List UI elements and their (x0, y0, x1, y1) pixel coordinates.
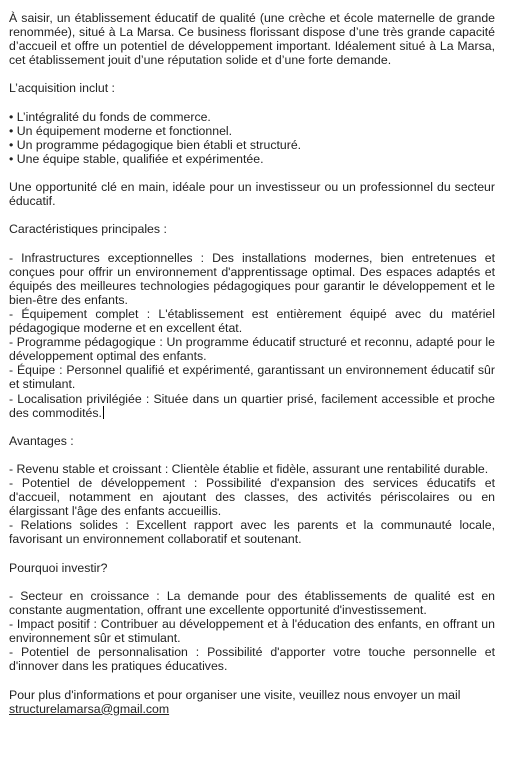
why-invest-heading: Pourquoi investir? (9, 560, 108, 575)
feature-item: - Localisation privilégiée : Située dans un quartier prisé, facilement accessible et proche des commodités. (9, 391, 495, 420)
feature-item-with-caret (9, 392, 495, 420)
feature-item: - Programme pédagogique : Un programme éducatif structuré et reconnu, adapté pour le développement optimal des enfants. (9, 335, 495, 364)
why-invest-item: - Secteur en croissance : La demande pour des établissements de qualité est en constante augmentation, offrant une excellente opportunité d'investissement. (9, 588, 495, 617)
feature-item: - Infrastructures exceptionnelles : Des installations modernes, bien entretenues et conçues pour offrir un environnement d'apprentissage optimal. Des espaces adaptés et équipés des meilleures technologies pédagogiques pour garantir le développement et le bien-être des enfants. (9, 250, 495, 307)
acquisition-item: • Un équipement moderne et fonctionnel. (9, 123, 233, 138)
acquisition-item: • Un programme pédagogique bien établi et structuré. (9, 137, 302, 152)
contact-email-link[interactable]: structurelamarsa@gmail.com (9, 701, 170, 716)
intro-paragraph: À saisir, un établissement éducatif de qualité (une crèche et école maternelle de grande renommée), situé à La Marsa. Ce business florissant dispose d’une très grande capacité d’accueil et offre un potentiel de développement important. Idéalement situé à La Marsa, cet établissement jouit d’une réputation solide et d’une forte demande. (9, 11, 495, 68)
advantages-heading: Avantages : (9, 433, 74, 448)
acquisition-item: • Une équipe stable, qualifiée et expérimentée. (9, 151, 264, 166)
why-invest-item: - Potentiel de personnalisation : Possibilité d'apporter votre touche personnelle et d'innover dans les pratiques éducatives. (9, 645, 495, 674)
advantage-item: - Potentiel de développement : Possibilité d'expansion des services éducatifs et d'accueil, notamment en ajoutant des classes, des activités périscolaires ou en élargissant l'âge des enfants accueillis. (9, 476, 495, 519)
feature-item: - Équipement complet : L'établissement est entièrement équipé avec du matériel pédagogique moderne et en excellent état. (9, 306, 495, 336)
advantage-item: - Revenu stable et croissant : Clientèle établie et fidèle, assurant une rentabilité durable. (9, 462, 489, 476)
listing-text-editor[interactable] (9, 11, 495, 716)
opportunity-paragraph: Une opportunité clé en main, idéale pour un investisseur ou un professionnel du secteur éducatif. (9, 180, 495, 209)
acquisition-item: • L’intégralité du fonds de commerce. (9, 109, 211, 124)
advantage-item: - Relations solides : Excellent rapport avec les parents et la communauté locale, favorisant un environnement collaboratif et soutenant. (9, 518, 495, 547)
why-invest-item: - Impact positif : Contribuer au développement et à l'éducation des enfants, en offrant un environnement sûr et stimulant. (9, 617, 495, 646)
acquisition-heading: L’acquisition inclut : (9, 81, 115, 96)
features-heading: Caractéristiques principales : (9, 222, 167, 237)
feature-item: - Équipe : Personnel qualifié et expérimenté, garantissant un environnement éducatif sûr et stimulant. (9, 363, 495, 392)
contact-paragraph: Pour plus d'informations et pour organiser une visite, veuillez nous envoyer un mail (9, 687, 461, 702)
text-caret (103, 406, 104, 419)
